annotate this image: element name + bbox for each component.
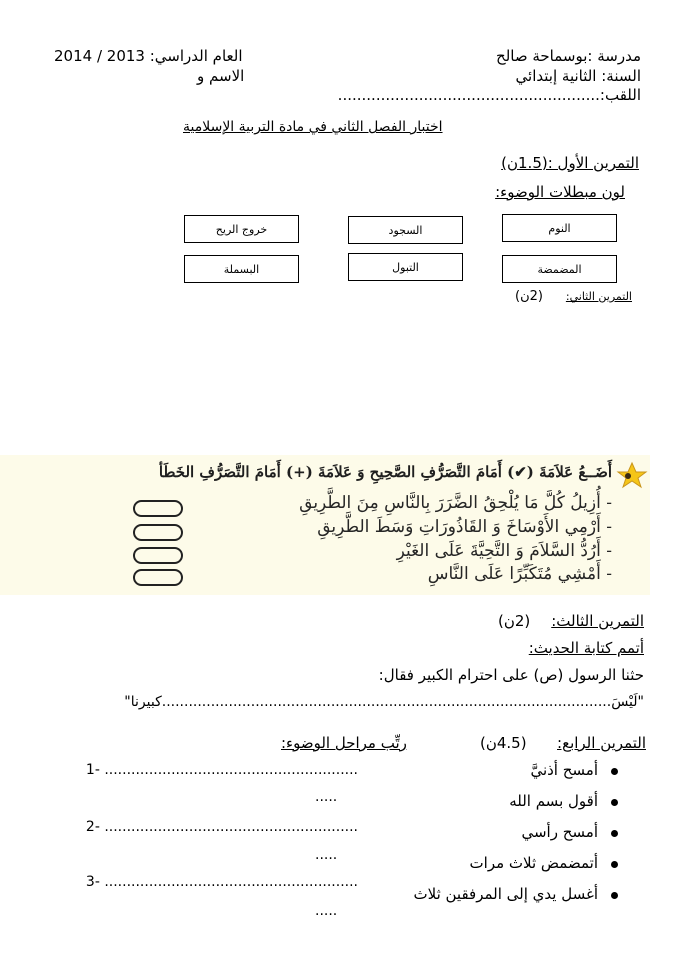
bullet-icon xyxy=(611,768,618,775)
answer-line[interactable]: 3- ......................................................... xyxy=(85,874,358,890)
school-year: العام الدراسي: 2013 / 2014 xyxy=(54,47,243,65)
ex1-box[interactable]: المضمضة xyxy=(502,255,617,283)
ex1-box[interactable]: السجود xyxy=(348,216,463,244)
ex4-item: أغسل يدي إلى المرفقين ثلاث xyxy=(413,885,598,903)
page-title: اختبار الفصل الثاني في مادة التربية الإسلامية xyxy=(183,119,443,135)
answer-oval[interactable] xyxy=(133,569,183,586)
school-name: مدرسة :بوسماحة صالح xyxy=(496,47,641,65)
ex4-points: (4.5ن) xyxy=(480,734,527,752)
bullet-icon xyxy=(611,861,618,868)
answer-line[interactable]: 1- ......................................................... xyxy=(85,762,358,778)
surname-line: اللقب:....................................................... xyxy=(337,86,641,104)
answer-line[interactable]: ..... xyxy=(315,903,338,919)
ex4-item: أمسح رأسي xyxy=(521,823,598,841)
ex4-item: أمسح أذنيَّ xyxy=(530,761,598,779)
hadith-blank[interactable]: "لَيْسَ.....................................................................................................كبيرنا" xyxy=(124,694,644,710)
answer-line[interactable]: ..... xyxy=(315,847,338,863)
star-icon xyxy=(616,461,648,489)
name-label: الاسم و xyxy=(197,67,245,85)
ex4-item: أتمضمض ثلاث مرات xyxy=(469,854,598,872)
ex2-item: - أَرْمِي الأَوْسَاخَ وَ القَاذُورَاتِ وَسَطَ الطَّرِيقِ xyxy=(317,517,612,537)
ex3-instruction: أتمم كتابة الحديث: xyxy=(528,639,644,657)
ex1-heading: التمرين الأول :(1.5ن) xyxy=(501,154,639,172)
school-level: السنة: الثانية إبتدائي xyxy=(515,67,641,85)
ex3-points: (2ن) xyxy=(498,612,531,630)
answer-oval[interactable] xyxy=(133,500,183,517)
bullet-icon xyxy=(611,892,618,899)
ex1-box[interactable]: خروج الريح xyxy=(184,215,299,243)
ex1-box[interactable]: النوم xyxy=(502,214,617,242)
answer-line[interactable]: 2- ......................................................... xyxy=(85,819,358,835)
answer-oval[interactable] xyxy=(133,524,183,541)
ex2-instruction: أَضَــعُ عَلاَمَةَ (✔) أَمَامَ التَّصَرُّفِ الصَّحِيحِ وَ عَلاَمَةَ (+) أَمَامَ التَّصَرُّفِ الخَطَأ xyxy=(158,463,612,481)
ex2-item: - أُزِيلُ كُلَّ مَا يُلْحِقُ الضَّرَرَ بِالنَّاسِ مِنَ الطَّرِيقِ xyxy=(299,493,612,513)
ex1-box[interactable]: البسملة xyxy=(184,255,299,283)
ex2-item: - أَمْشِي مُتَكَبِّرًا عَلَى النَّاسِ xyxy=(427,564,612,584)
answer-oval[interactable] xyxy=(133,547,183,564)
ex2-heading: التمرين الثاني: xyxy=(565,290,632,303)
ex3-text: حثنا الرسول (ص) على احترام الكبير فقال: xyxy=(378,666,644,684)
ex4-heading: التمرين الرابع: xyxy=(557,734,646,752)
exercise-image xyxy=(0,455,650,595)
ex1-instruction: لون مبطلات الوضوء: xyxy=(495,183,625,201)
ex2-item: - أَرُدُّ السَّلاَمَ وَ التَّحِيَّةَ عَلَى الغَيْرِ xyxy=(396,541,612,561)
ex1-box[interactable]: التبول xyxy=(348,253,463,281)
bullet-icon xyxy=(611,799,618,806)
ex3-heading: التمرين الثالث: xyxy=(551,612,644,630)
bullet-icon xyxy=(611,830,618,837)
ex2-points: (2ن) xyxy=(515,289,543,304)
answer-line[interactable]: ..... xyxy=(315,789,338,805)
ex4-item: أقول بسم الله xyxy=(509,792,598,810)
ex4-instruction: رتِّب مراحل الوضوء: xyxy=(281,734,407,752)
